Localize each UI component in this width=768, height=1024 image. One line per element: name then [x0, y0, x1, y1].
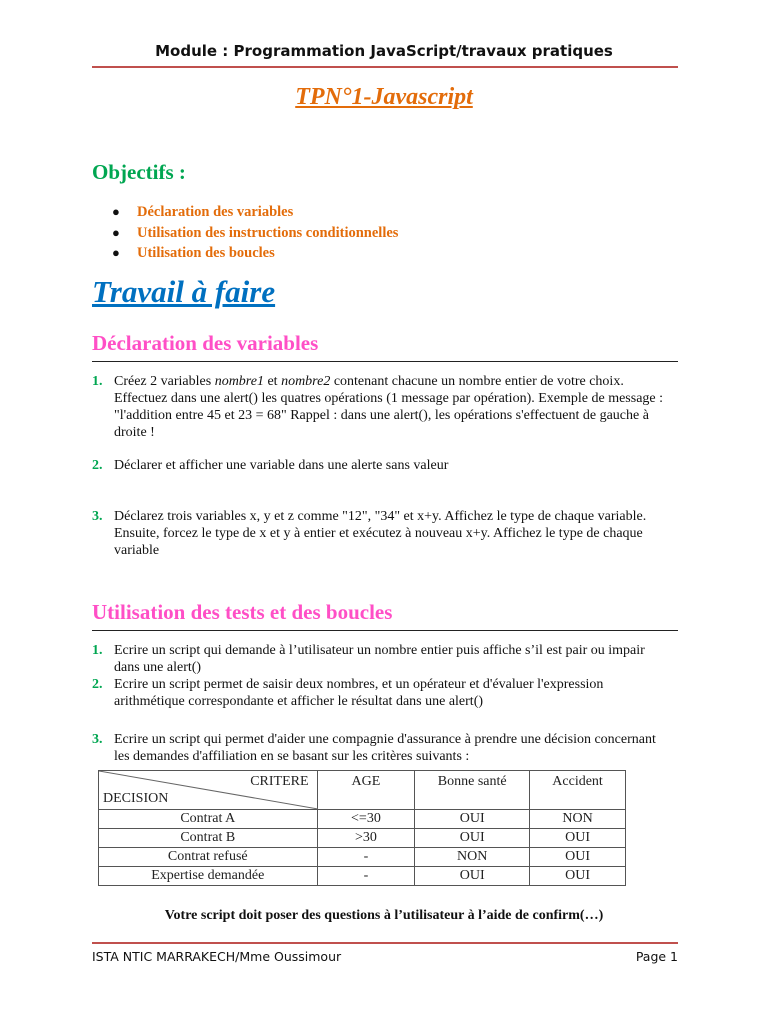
cell-accident: OUI — [530, 829, 626, 848]
cell-age: - — [317, 848, 415, 867]
exercise-item — [92, 676, 672, 710]
page-number: Page 1 — [635, 949, 678, 964]
column-header: Accident — [530, 771, 626, 810]
list-item: ● Utilisation des instructions conditionnelles — [112, 224, 399, 241]
table-row — [99, 867, 626, 886]
item-number: 2. — [92, 677, 103, 692]
section-rule — [92, 361, 678, 362]
table-row — [99, 848, 626, 867]
cell-age: - — [317, 867, 415, 886]
document-title: TPN°1-Javascript — [295, 84, 473, 110]
corner-label-decision: DECISION — [103, 791, 169, 806]
footer-author: ISTA NTIC MARRAKECH/Mme Oussimour — [92, 949, 342, 964]
item-text: Ecrire un script qui permet d'aider une compagnie d'assurance à prendre une décision concernant les demandes d'affiliation en se basant sur les critères suivants : — [114, 732, 656, 764]
item-text: Ecrire un script permet de saisir deux nombres, et un opérateur et d'évaluer l'expression arithmétique correspondante et afficher le résultat dans une alert() — [114, 677, 604, 709]
cell-decision: Expertise demandée — [99, 867, 318, 886]
item-number: 1. — [92, 643, 103, 658]
bullet-icon: ● — [112, 245, 120, 260]
table-corner-cell — [99, 771, 318, 810]
section-heading-declaration: Déclaration des variables — [92, 331, 319, 355]
cell-decision: Contrat A — [99, 810, 318, 829]
cell-sante: OUI — [415, 829, 530, 848]
cell-accident: OUI — [530, 848, 626, 867]
section-rule — [92, 630, 678, 631]
objectifs-list — [112, 202, 398, 264]
cell-age: >30 — [317, 829, 415, 848]
table-row — [99, 810, 626, 829]
cell-accident: OUI — [530, 867, 626, 886]
item-text: Déclarez trois variables x, y et z comme "12", "34" et x+y. Affichez le type de chaque variable. Ensuite, forcez le type de x et y à entier et exécutez à nouveau x+y. Affichez le type de chaque variable — [114, 509, 647, 558]
page-footer — [92, 949, 678, 964]
cell-accident: NON — [530, 810, 626, 829]
cell-sante: NON — [415, 848, 530, 867]
table-header-row — [99, 771, 626, 810]
column-header: Bonne santé — [415, 771, 530, 810]
cell-decision: Contrat B — [99, 829, 318, 848]
item-number: 3. — [92, 732, 103, 747]
item-text: Déclarer et afficher une variable dans une alerte sans valeur — [114, 458, 449, 473]
exercise-item — [92, 508, 672, 559]
bullet-icon: ● — [112, 204, 120, 219]
exercise-item — [92, 373, 672, 441]
cell-sante: OUI — [415, 867, 530, 886]
corner-label-critere: CRITERE — [250, 774, 309, 789]
header-rule — [92, 66, 678, 68]
cell-age: <=30 — [317, 810, 415, 829]
item-text: Créez 2 variables nombre1 et nombre2 contenant chacune un nombre entier de votre choix. Effectuez dans une alert() les quatres opérations (1 message par opération). Exemple de message : "l'addition entre 45 et 23 = 68" Rappel : dans une alert(), les opérations s'effectuent de gauche à droite ! — [114, 374, 664, 440]
travail-heading: Travail à faire — [92, 274, 276, 309]
list-item: ● Déclaration des variables — [112, 204, 294, 220]
table-row — [99, 829, 626, 848]
footer-rule — [92, 942, 678, 944]
objectifs-heading: Objectifs : — [92, 160, 186, 184]
exercise-item — [92, 457, 672, 474]
instruction-note: Votre script doit poser des questions à l’utilisateur à l’aide de confirm(…) — [164, 908, 604, 923]
column-header: AGE — [317, 771, 415, 810]
bullet-icon: ● — [112, 224, 120, 240]
page-header: Module : Programmation JavaScript/travaux pratiques — [155, 42, 613, 60]
decision-table — [98, 770, 626, 886]
item-number: 2. — [92, 458, 103, 473]
cell-decision: Contrat refusé — [99, 848, 318, 867]
list-item: ● Utilisation des boucles — [112, 245, 275, 261]
item-number: 1. — [92, 374, 103, 389]
exercise-item — [92, 642, 672, 676]
item-text: Ecrire un script qui demande à l’utilisateur un nombre entier puis affiche s’il est pair ou impair dans une alert() — [114, 643, 645, 675]
section-heading-tests: Utilisation des tests et des boucles — [92, 600, 393, 624]
cell-sante: OUI — [415, 810, 530, 829]
exercise-item — [92, 731, 672, 765]
item-number: 3. — [92, 509, 103, 524]
